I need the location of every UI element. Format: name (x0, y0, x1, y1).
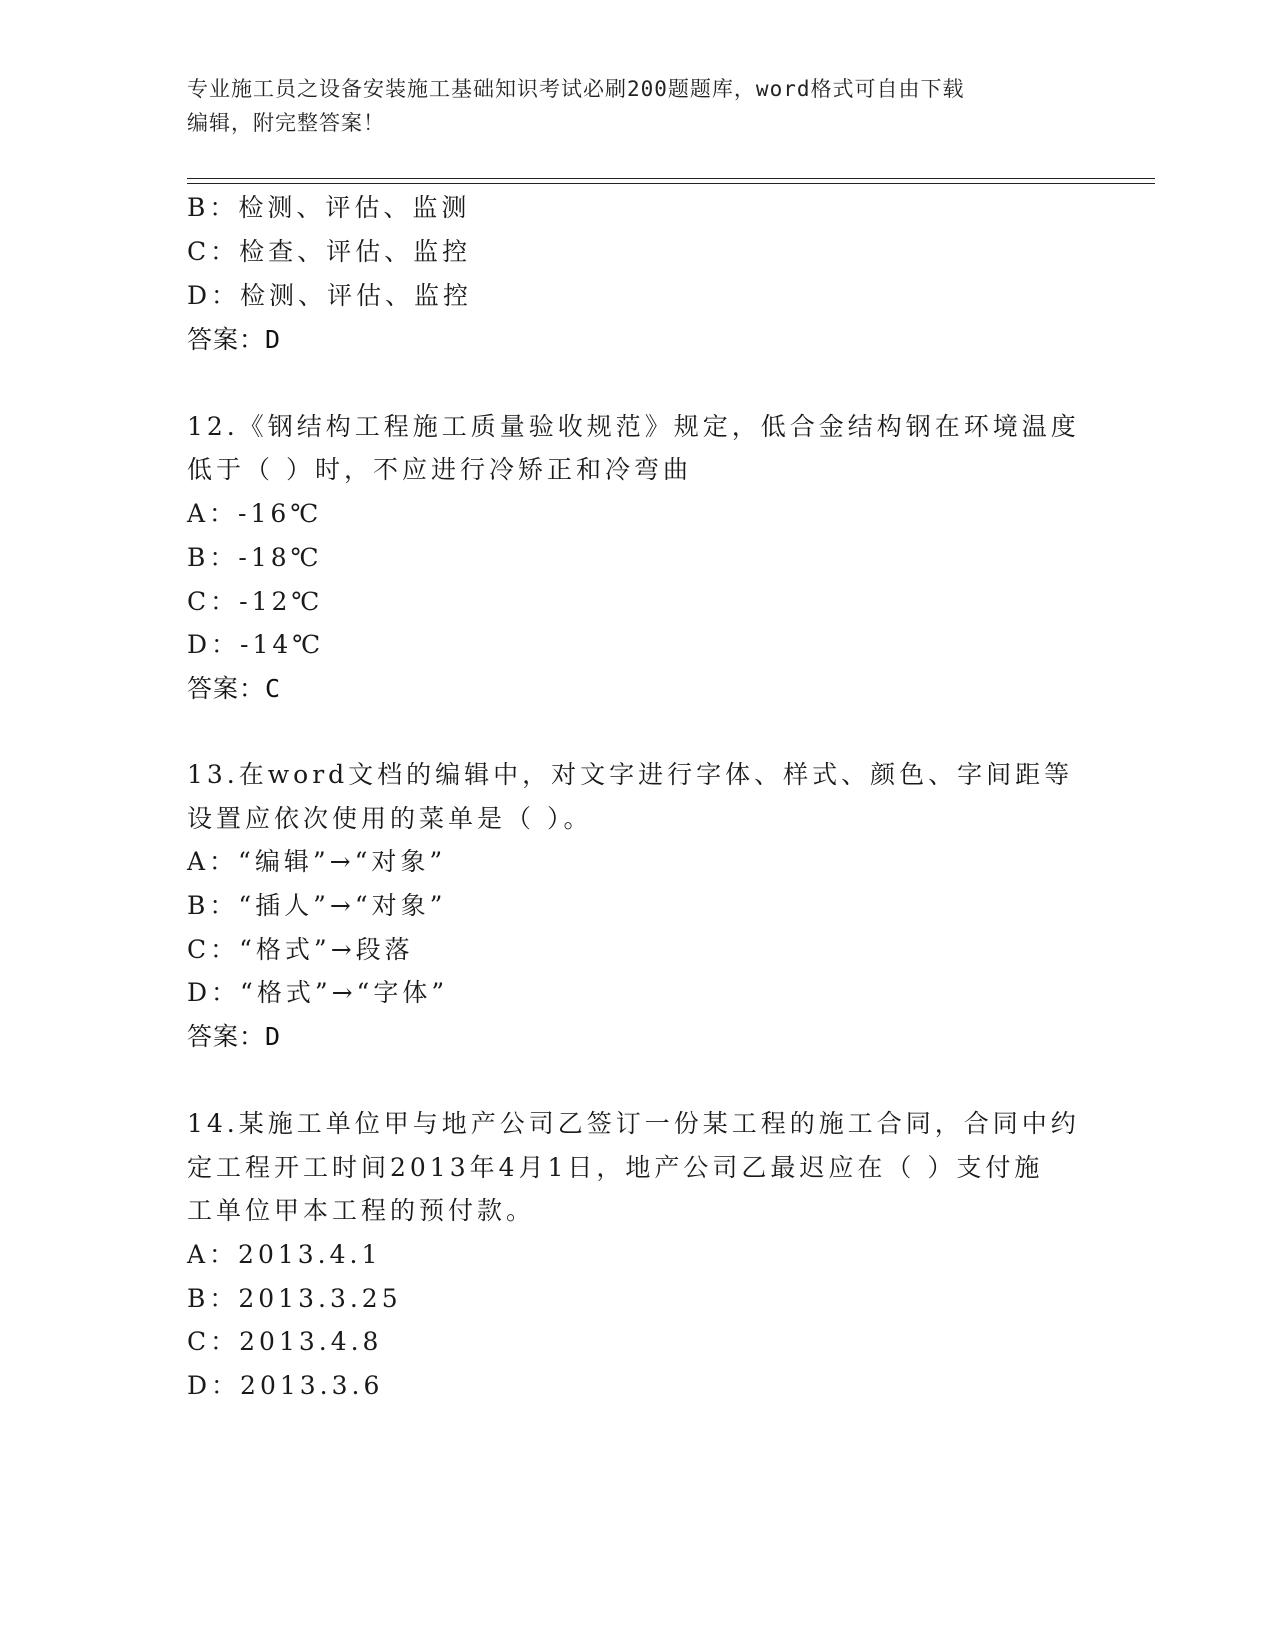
q13-option-a: A：“编辑”→“对象” (187, 847, 447, 876)
q13-option-b: B：“插人”→“对象” (187, 891, 447, 920)
q14-stem-line-3: 工单位甲本工程的预付款。 (187, 1196, 536, 1225)
q12-stem-line-1: 12.《钢结构工程施工质量验收规范》规定，低合金结构钢在环境温度 (187, 412, 1080, 441)
q13-answer: 答案：D (187, 1022, 282, 1051)
header-line-1: 专业施工员之设备安装施工基础知识考试必刷200题题库，word格式可自由下载 (187, 77, 965, 101)
header-line-2: 编辑，附完整答案！ (187, 111, 385, 135)
q11-option-d: D：检测、评估、监控 (187, 281, 473, 310)
q13-stem-line-2: 设置应依次使用的菜单是（ ）。 (187, 804, 593, 833)
q12-option-d: D：-14℃ (187, 630, 325, 659)
q11-answer: 答案：D (187, 325, 282, 354)
q14-stem-line-1: 14.某施工单位甲与地产公司乙签订一份某工程的施工合同，合同中约 (187, 1109, 1080, 1138)
header-rule-bottom (187, 183, 1155, 184)
q13-option-c: C：“格式”→段落 (187, 935, 414, 964)
q11-option-c: C：检查、评估、监控 (187, 237, 472, 266)
q14-option-c: C：2013.4.8 (187, 1327, 383, 1356)
q14-stem-line-2: 定工程开工时间2013年4月1日，地产公司乙最迟应在（ ）支付施 (187, 1153, 1044, 1182)
q11-option-b: B：检测、评估、监测 (187, 193, 471, 222)
q12-option-c: C：-12℃ (187, 587, 324, 616)
document-header (187, 72, 1087, 140)
q12-option-a: A：-16℃ (187, 499, 323, 528)
q12-answer: 答案：C (187, 674, 282, 703)
q14-option-a: A：2013.4.1 (187, 1240, 382, 1269)
q13-stem-line-1: 13.在word文档的编辑中，对文字进行字体、样式、颜色、字间距等 (187, 760, 1074, 789)
q12-stem-line-2: 低于（ ）时，不应进行冷矫正和冷弯曲 (187, 455, 692, 484)
q12-option-b: B：-18℃ (187, 543, 323, 572)
q14-option-b: B：2013.3.25 (187, 1284, 402, 1313)
q14-option-d: D：2013.3.6 (187, 1371, 384, 1400)
q13-option-d: D：“格式”→“字体” (187, 978, 449, 1007)
header-rule-top (187, 178, 1155, 179)
